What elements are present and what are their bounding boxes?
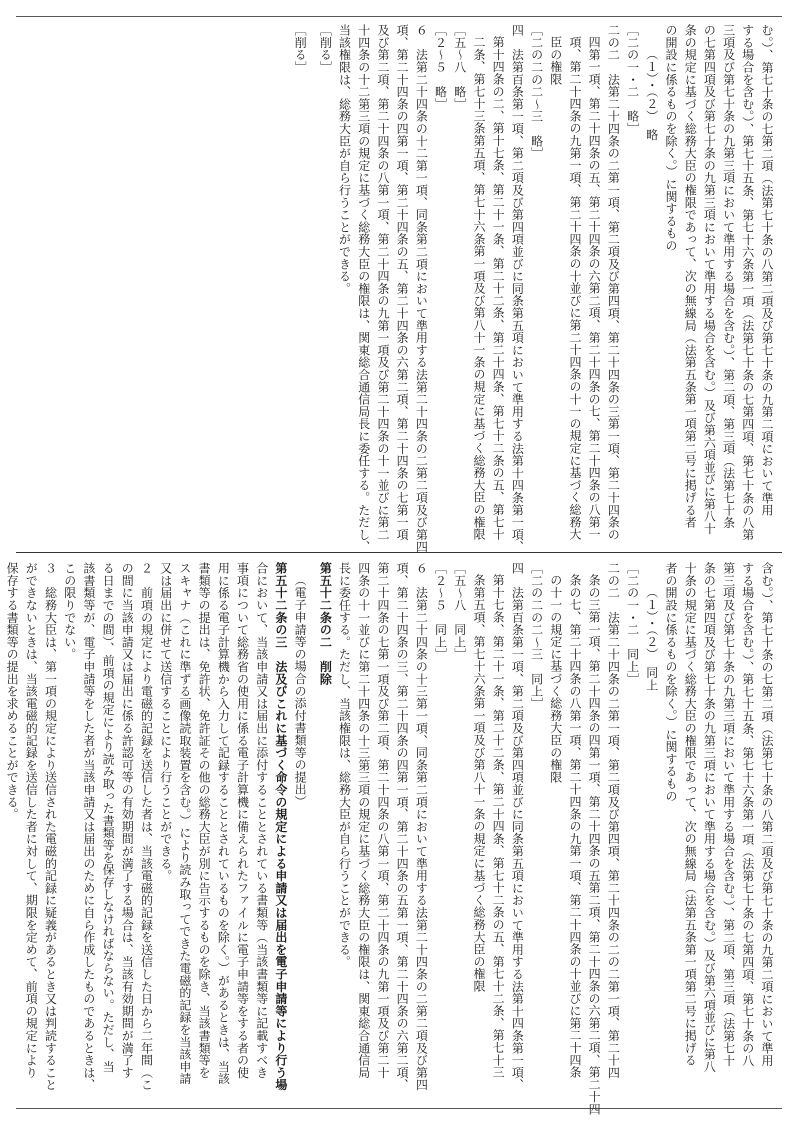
upper-text-line: 四 法第百条第一項、第二項及び第四項並びに同条第五項において準用する法第十四条第一項、: [510, 24, 525, 553]
upper-text-line: 条の規定に基づく総務大臣の権限であって、次の無線局（法第五条第一項第二号に掲げる者: [683, 24, 698, 529]
upper-text-line: 臣の権限: [548, 36, 563, 86]
lower-text-line: 事項について総務省の使用に係る電子計算機に備えられたファイルに電子申請等をする者の使: [235, 562, 250, 1079]
upper-text-line: 十四条の十二第三項の規定に基づく総務大臣の権限は、関東総合通信局長に委任する。ただし、: [356, 24, 371, 553]
upper-text-line: する場合を含む。）、第七十五条、第七十六条第一項（法第七十条の七第四項、第七十条の八第: [740, 24, 755, 541]
lower-text-line: 四 法第百条第一項、第二項及び第四項並びに同条第五項において準用する法第十四条第一項、: [510, 562, 525, 1091]
lower-text-line: る日までの間）、前項の規定により読み取った書類等を保存しなければならない。ただし、当: [101, 562, 116, 1073]
lower-text-line: 二の二 法第二十四条の二第一項、第二項及び第四項、第二十四条の二の二第一項、第二十四: [606, 562, 621, 1079]
lower-text-line: ［二の一・二 同上］: [625, 562, 640, 685]
upper-text-line: 項、第二十四条の九第一項、第二十四条の十並びに第二十四条の十一の規定に基づく総務大: [567, 36, 582, 541]
lower-text-line: 保存する書類等の提出を求めることができる。: [5, 562, 20, 821]
lower-text-line: 該書類等が、電子申請等をした者が当該申請又は届出のために自ら作成したものであるときは、: [81, 562, 96, 1091]
upper-text-line: 二の二 法第二十四条の二第一項、第二項及び第四項、第二十四条の三第一項、第二十四条の: [606, 24, 621, 541]
upper-text-line: の七第四項及び第七十条の九第三項において準用する場合を含む。）及び第六項並びに第八十: [702, 24, 717, 535]
upper-text-line: ６ 法第二十四条の十二第一項、同条第二項において準用する法第二十四条の二第二項及び第四: [414, 24, 429, 553]
lower-text-line: ［五～八 同上］: [452, 562, 467, 661]
lower-text-line: スキャナ（これに準ずる画像読取装置を含む。）により読み取ってできた電磁的記録を当該申請: [177, 562, 192, 1085]
upper-text-line: 当該権限は、総務大臣が自ら行うことができる。: [337, 24, 352, 295]
upper-text-line: ［二の一・二 略］: [625, 24, 640, 135]
upper-text-line: （１）・（２） 略: [644, 48, 659, 141]
top-rule: [16, 16, 782, 17]
lower-text-line: 第二十四条の七第一項及び第二項、第二十四条の八第一項、第二十四条の九第一項及び第二十: [375, 562, 390, 1079]
upper-text-line: 二条、第七十三条第五項、第七十六条第一項及び第八十一条の規定に基づく総務大臣の権限: [471, 36, 486, 541]
lower-text-line: 長に委任する。ただし、当該権限は、総務大臣が自ら行うことができる。: [337, 562, 352, 968]
upper-text-panel: [30, 24, 776, 553]
upper-text-line: の開設に係るものを除く。）に関するもの: [663, 24, 678, 252]
lower-text-line: ６ 法第二十四条の十三第一項、同条第二項において準用する法第二十四条の二第二項及び第四: [414, 562, 429, 1091]
upper-text-line: 三項及び第七十条の九第三項において準用する場合を含む。）、第二項、第三項（法第七十条: [721, 24, 736, 529]
bottom-rule: [16, 1108, 782, 1109]
section-divider: [16, 552, 782, 553]
lower-text-panel: [5, 562, 776, 1116]
upper-text-line: 項、第二十四条の四第一項、第二十四条の五、第二十四条の六第二項、第二十四条の七第一項: [395, 24, 410, 541]
lower-text-line: 条の七、第二十四条の八第一項、第二十四条の九第一項、第二十四条の十並びに第二十四条: [567, 574, 582, 1079]
lower-text-line: の十一の規定に基づく総務大臣の権限: [548, 574, 563, 784]
upper-text-line: ［２～５ 略］: [433, 24, 448, 111]
lower-text-line: 四条の十一並びに第二十四条の十三第三項の規定に基づく総務大臣の権限は、関東総合通信局: [356, 562, 371, 1079]
lower-text-line: この限りでない。: [62, 562, 77, 661]
lower-text-line: 条の七第四項及び第七十条の九第三項において準用する場合を含む。）及び第六項並びに第八: [702, 562, 717, 1073]
upper-text-line: ［二の二の二～三 略］: [529, 24, 544, 160]
lower-text-line: 書類等の提出は、免許状、免許証その他の総務大臣が別に告示するものを除き、当該書類等を: [197, 562, 212, 1079]
lower-text-line: 条第五項、第七十六条第一項及び第八十一条の規定に基づく総務大臣の権限: [471, 574, 486, 993]
lower-text-line: 合において、当該申請又は届出に添付することとされている書類等（当該書類等に記載すべき: [254, 562, 269, 1079]
lower-text-line: する場合を含む。）、第七十五条、第七十六条第一項（法第七十条の七第四項、第七十条の八: [740, 562, 755, 1067]
lower-text-line: 用に係る電子計算機から入力して記録することとされているものを除く。）があるときは、当該: [216, 562, 231, 1085]
upper-text-line: ［削る］: [318, 24, 333, 74]
lower-text-line: （１）・（２） 同上: [644, 586, 659, 691]
lower-text-line: （電子申請等の場合の添付書類等の提出）: [293, 574, 308, 808]
lower-text-line: 第十七条、第二十一条、第二十二条、第二十四条、第七十二条の五、第七十二条、第七十三: [491, 574, 506, 1079]
lower-text-line: 第三項及び第七十条の九第三項において準用する場合を含む。）、第二項、第三項（法第七十: [721, 562, 736, 1067]
upper-text-line: 及び第二項、第二十四条の八第一項、第二十四条の九第一項及び第二十四条の十一並びに第二: [375, 24, 390, 541]
lower-text-line: 含む。）、第七十条の七第二項（法第七十条の八第二項及び第七十条の九第二項において準用: [760, 562, 774, 1067]
lower-text-line: の間に当該申請又は届出に係る許認可等の有効期間が満了する場合は、当該有効期間が満了す: [120, 562, 135, 1079]
lower-text-line: [0, 562, 2, 1100]
lower-text-line: 第五十二条の二 削除: [318, 562, 333, 685]
upper-text-line: 第十四条の二、第十七条、第二十一条、第二十二条、第二十四条、第七十二条の五、第七十: [491, 36, 506, 541]
lower-text-line: 者の開設に係るものを除く。）に関するもの: [663, 562, 678, 802]
upper-text-line: 四第一項、第二十四条の五、第二十四条の六第二項、第二十四条の七、第二十四条の八第一: [587, 36, 602, 541]
lower-text-line: 十条の規定に基づく総務大臣の権限であって、次の無線局（法第五条第一項第二号に掲げる: [683, 562, 698, 1067]
lower-text-line: ［二の二の二～三 同上］: [529, 562, 544, 710]
lower-text-line: 又は届出に併せて送信することにより行うことができる。: [158, 562, 173, 882]
upper-text-line: む。）、第七十条の七第二項（法第七十条の八第二項及び第七十条の九第二項において準用: [760, 24, 774, 517]
upper-text-line: ［削る］: [293, 24, 308, 74]
upper-text-line: ［五～八 略］: [452, 24, 467, 111]
lower-text-line: 第五十二条の三 法及びこれに基づく命令の規定による申請又は届出を電子申請等により行う場: [273, 562, 288, 1091]
lower-text-line: ができないときは、当該電磁的記録を送信した者に対して、期限を定めて、前項の規定により: [24, 562, 39, 1079]
lower-text-line: ［２～５ 同上］: [433, 562, 448, 661]
lower-text-line: 項、第二十四条の三、第二十四条の四第一項、第二十四条の五第一項、第二十四条の六第二項、: [395, 562, 410, 1091]
lower-text-line: ２ 前項の規定により電磁的記録を送信した者は、当該電磁的記録を送信した日から二年間（こ: [139, 562, 154, 1091]
lower-text-line: ３ 総務大臣は、第一項の規定により送信された電磁的記録に疑義があるとき又は判読すること: [43, 562, 58, 1091]
lower-text-line: 条の三第一項、第二十四条の四第一項、第二十四条の五第二項、第二十四条の六第二項、第二十四: [587, 574, 602, 1116]
